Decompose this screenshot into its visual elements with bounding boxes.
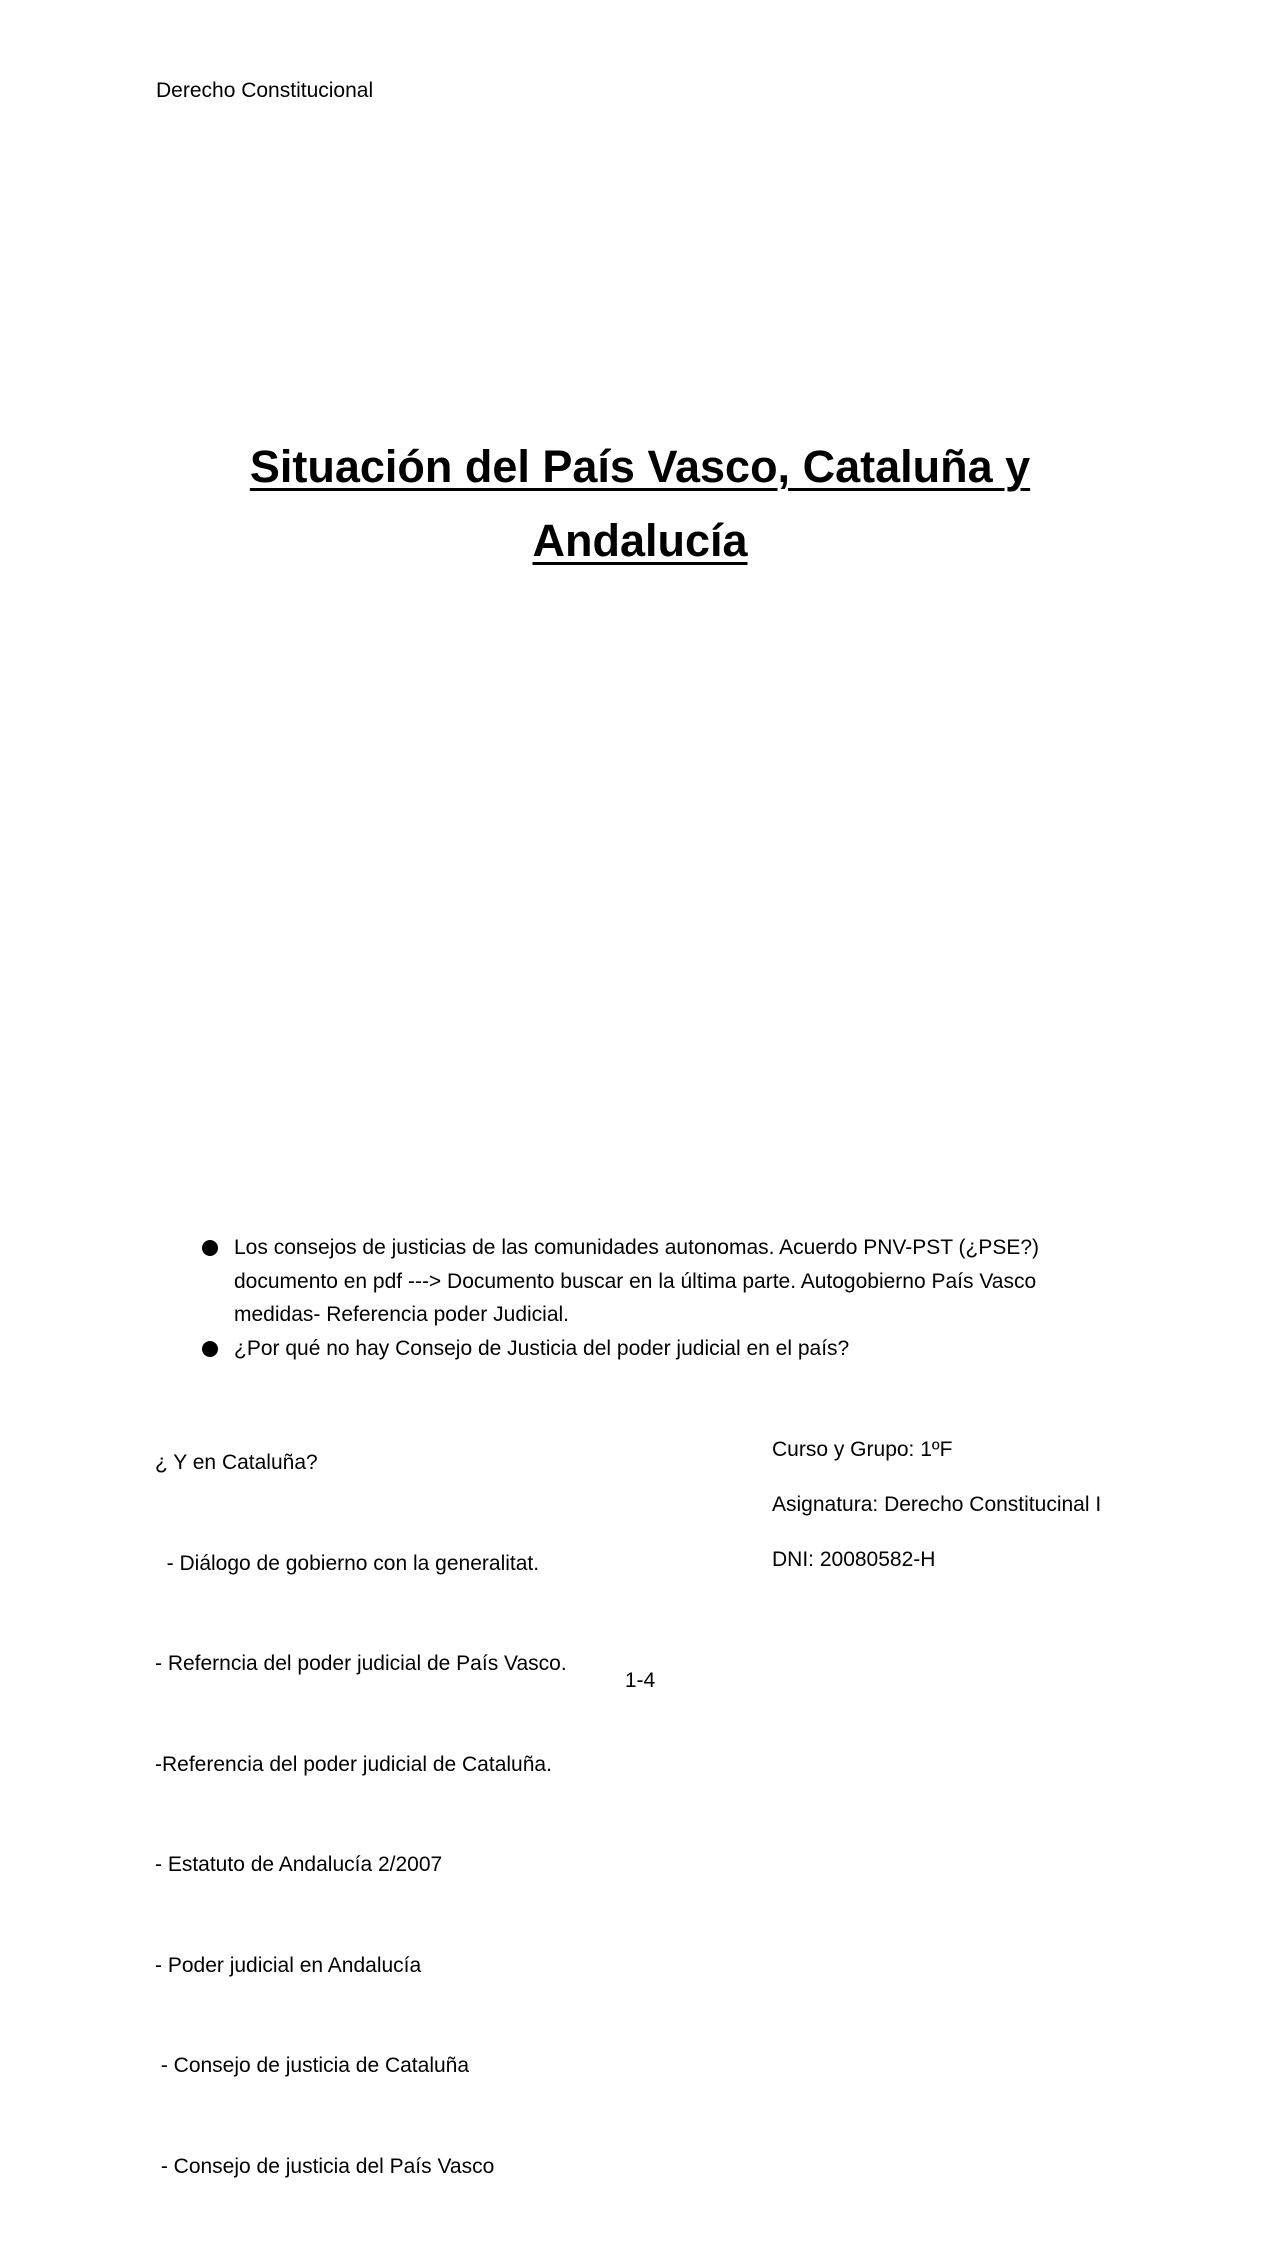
note-line: -Referencia del poder judicial de Cataluña. <box>155 1752 552 1776</box>
bullet-text-line: Los consejos de justicias de las comunidades autonomas. Acuerdo PNV-PST (¿PSE?) <box>234 1236 1040 1259</box>
course-group: Curso y Grupo: 1ºF <box>772 1438 953 1461</box>
running-header: Derecho Constitucional <box>156 79 374 102</box>
bullet-item <box>200 1231 1080 1332</box>
note-line: - Consejo de justicia de Cataluña <box>155 2054 470 2077</box>
bullet-dot-icon <box>202 1341 218 1357</box>
subject: Asignatura: Derecho Constitucinal I <box>772 1493 1102 1516</box>
note-line: ¿ Y en Cataluña? <box>155 1451 318 1474</box>
bullet-dot-icon <box>202 1240 218 1256</box>
bullet-list <box>200 1231 1080 1365</box>
bullet-text-line: ¿Por qué no hay Consejo de Justicia del poder judicial en el país? <box>234 1336 850 1360</box>
notes-list <box>155 1379 567 2250</box>
note-line: - Consejo de justicia del País Vasco <box>155 2154 495 2178</box>
note-line: - Diálogo de gobierno con la generalitat. <box>155 1551 540 1575</box>
note-line: - Referncia del poder judicial de País Vasco. <box>155 1652 567 1675</box>
bullet-text-line: medidas- Referencia poder Judicial. <box>234 1303 570 1326</box>
note-line: - Poder judicial en Andalucía <box>155 1953 422 1977</box>
document-title <box>140 430 1140 578</box>
note-line: - Estatuto de Andalucía 2/2007 <box>155 1853 443 1876</box>
dni: DNI: 20080582-H <box>772 1548 936 1571</box>
bullet-text-line: documento en pdf ---> Documento buscar en la última parte. Autogobierno País Vasco <box>234 1269 1037 1293</box>
bullet-item <box>200 1332 1080 1366</box>
title-line-1: Situación del País Vasco, Cataluña y <box>249 441 1031 492</box>
student-info <box>772 1437 1101 1602</box>
title-line-2: Andalucía <box>532 515 748 566</box>
page-number: 1-4 <box>624 1669 656 1692</box>
